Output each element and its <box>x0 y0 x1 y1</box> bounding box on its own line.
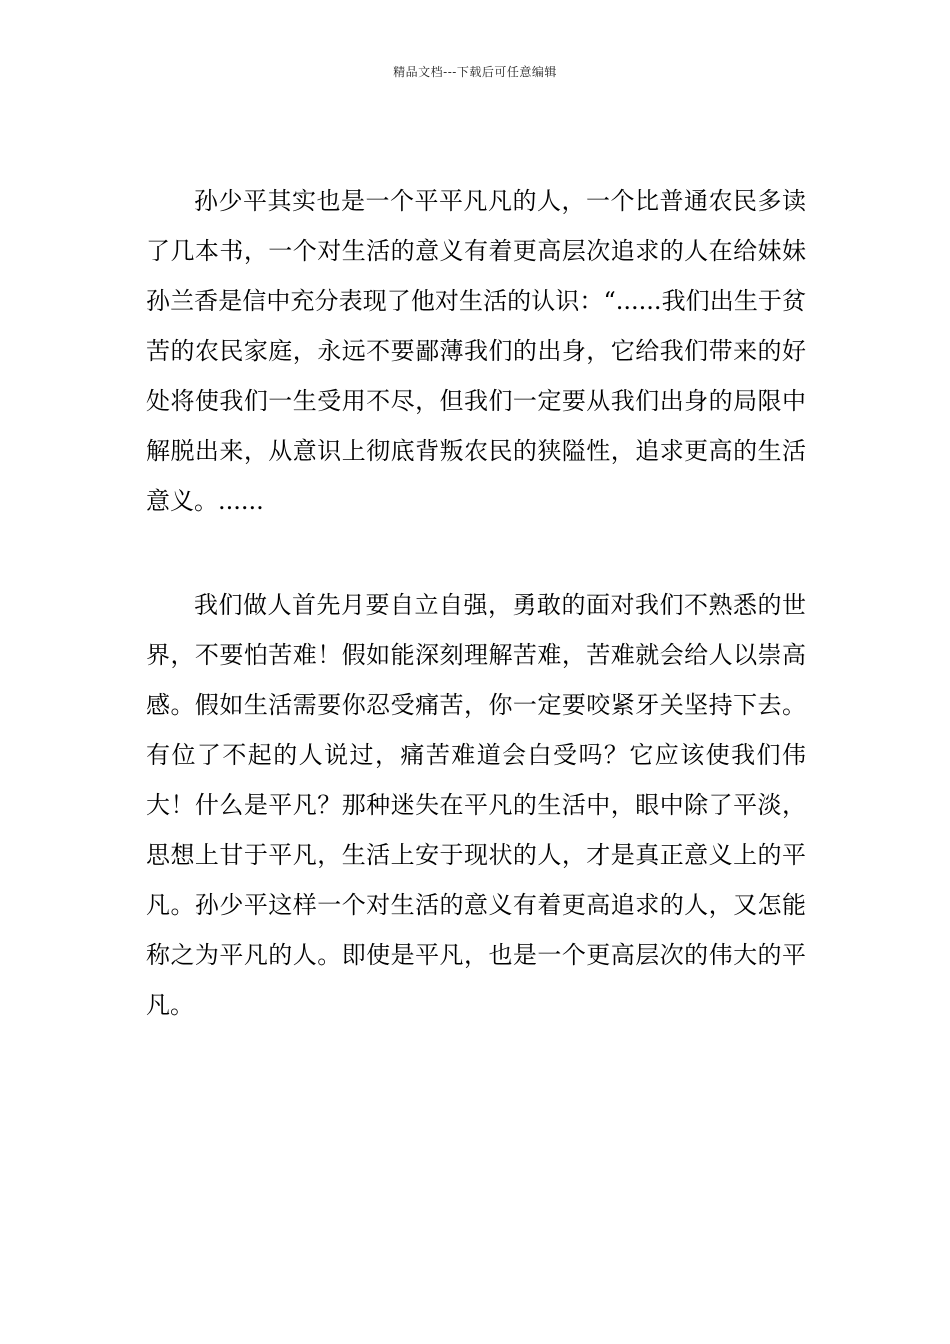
document-body <box>146 176 806 1030</box>
paragraph-2: 我们做人首先月要自立自强，勇敢的面对我们不熟悉的世界，不要怕苦难！假如能深刻理解苦难，苦难就会给人以崇高感。假如生活需要你忍受痛苦，你一定要咬紧牙关坚持下去。有位了不起的人说过，痛苦难道会白受吗？它应该使我们伟大！什么是平凡？那种迷失在平凡的生活中，眼中除了平淡，思想上甘于平凡，生活上安于现状的人，才是真正意义上的平凡。孙少平这样一个对生活的意义有着更高追求的人，又怎能称之为平凡的人。即使是平凡，也是一个更高层次的伟大的平凡。 <box>146 591 806 1019</box>
paragraph-1: 孙少平其实也是一个平平凡凡的人，一个比普通农民多读了几本书，一个对生活的意义有着更高层次追求的人在给妹妹孙兰香是信中充分表现了他对生活的认识：“......我们出生于贫苦的农民家庭，永远不要鄙薄我们的出身，它给我们带来的好处将使我们一生受用不尽，但我们一定要从我们出身的局限中解脱出来，从意识上彻底背叛农民的狭隘性，追求更高的生活意义。...... <box>146 187 806 515</box>
page-header: 精品文档---下载后可任意编辑 <box>393 65 557 79</box>
